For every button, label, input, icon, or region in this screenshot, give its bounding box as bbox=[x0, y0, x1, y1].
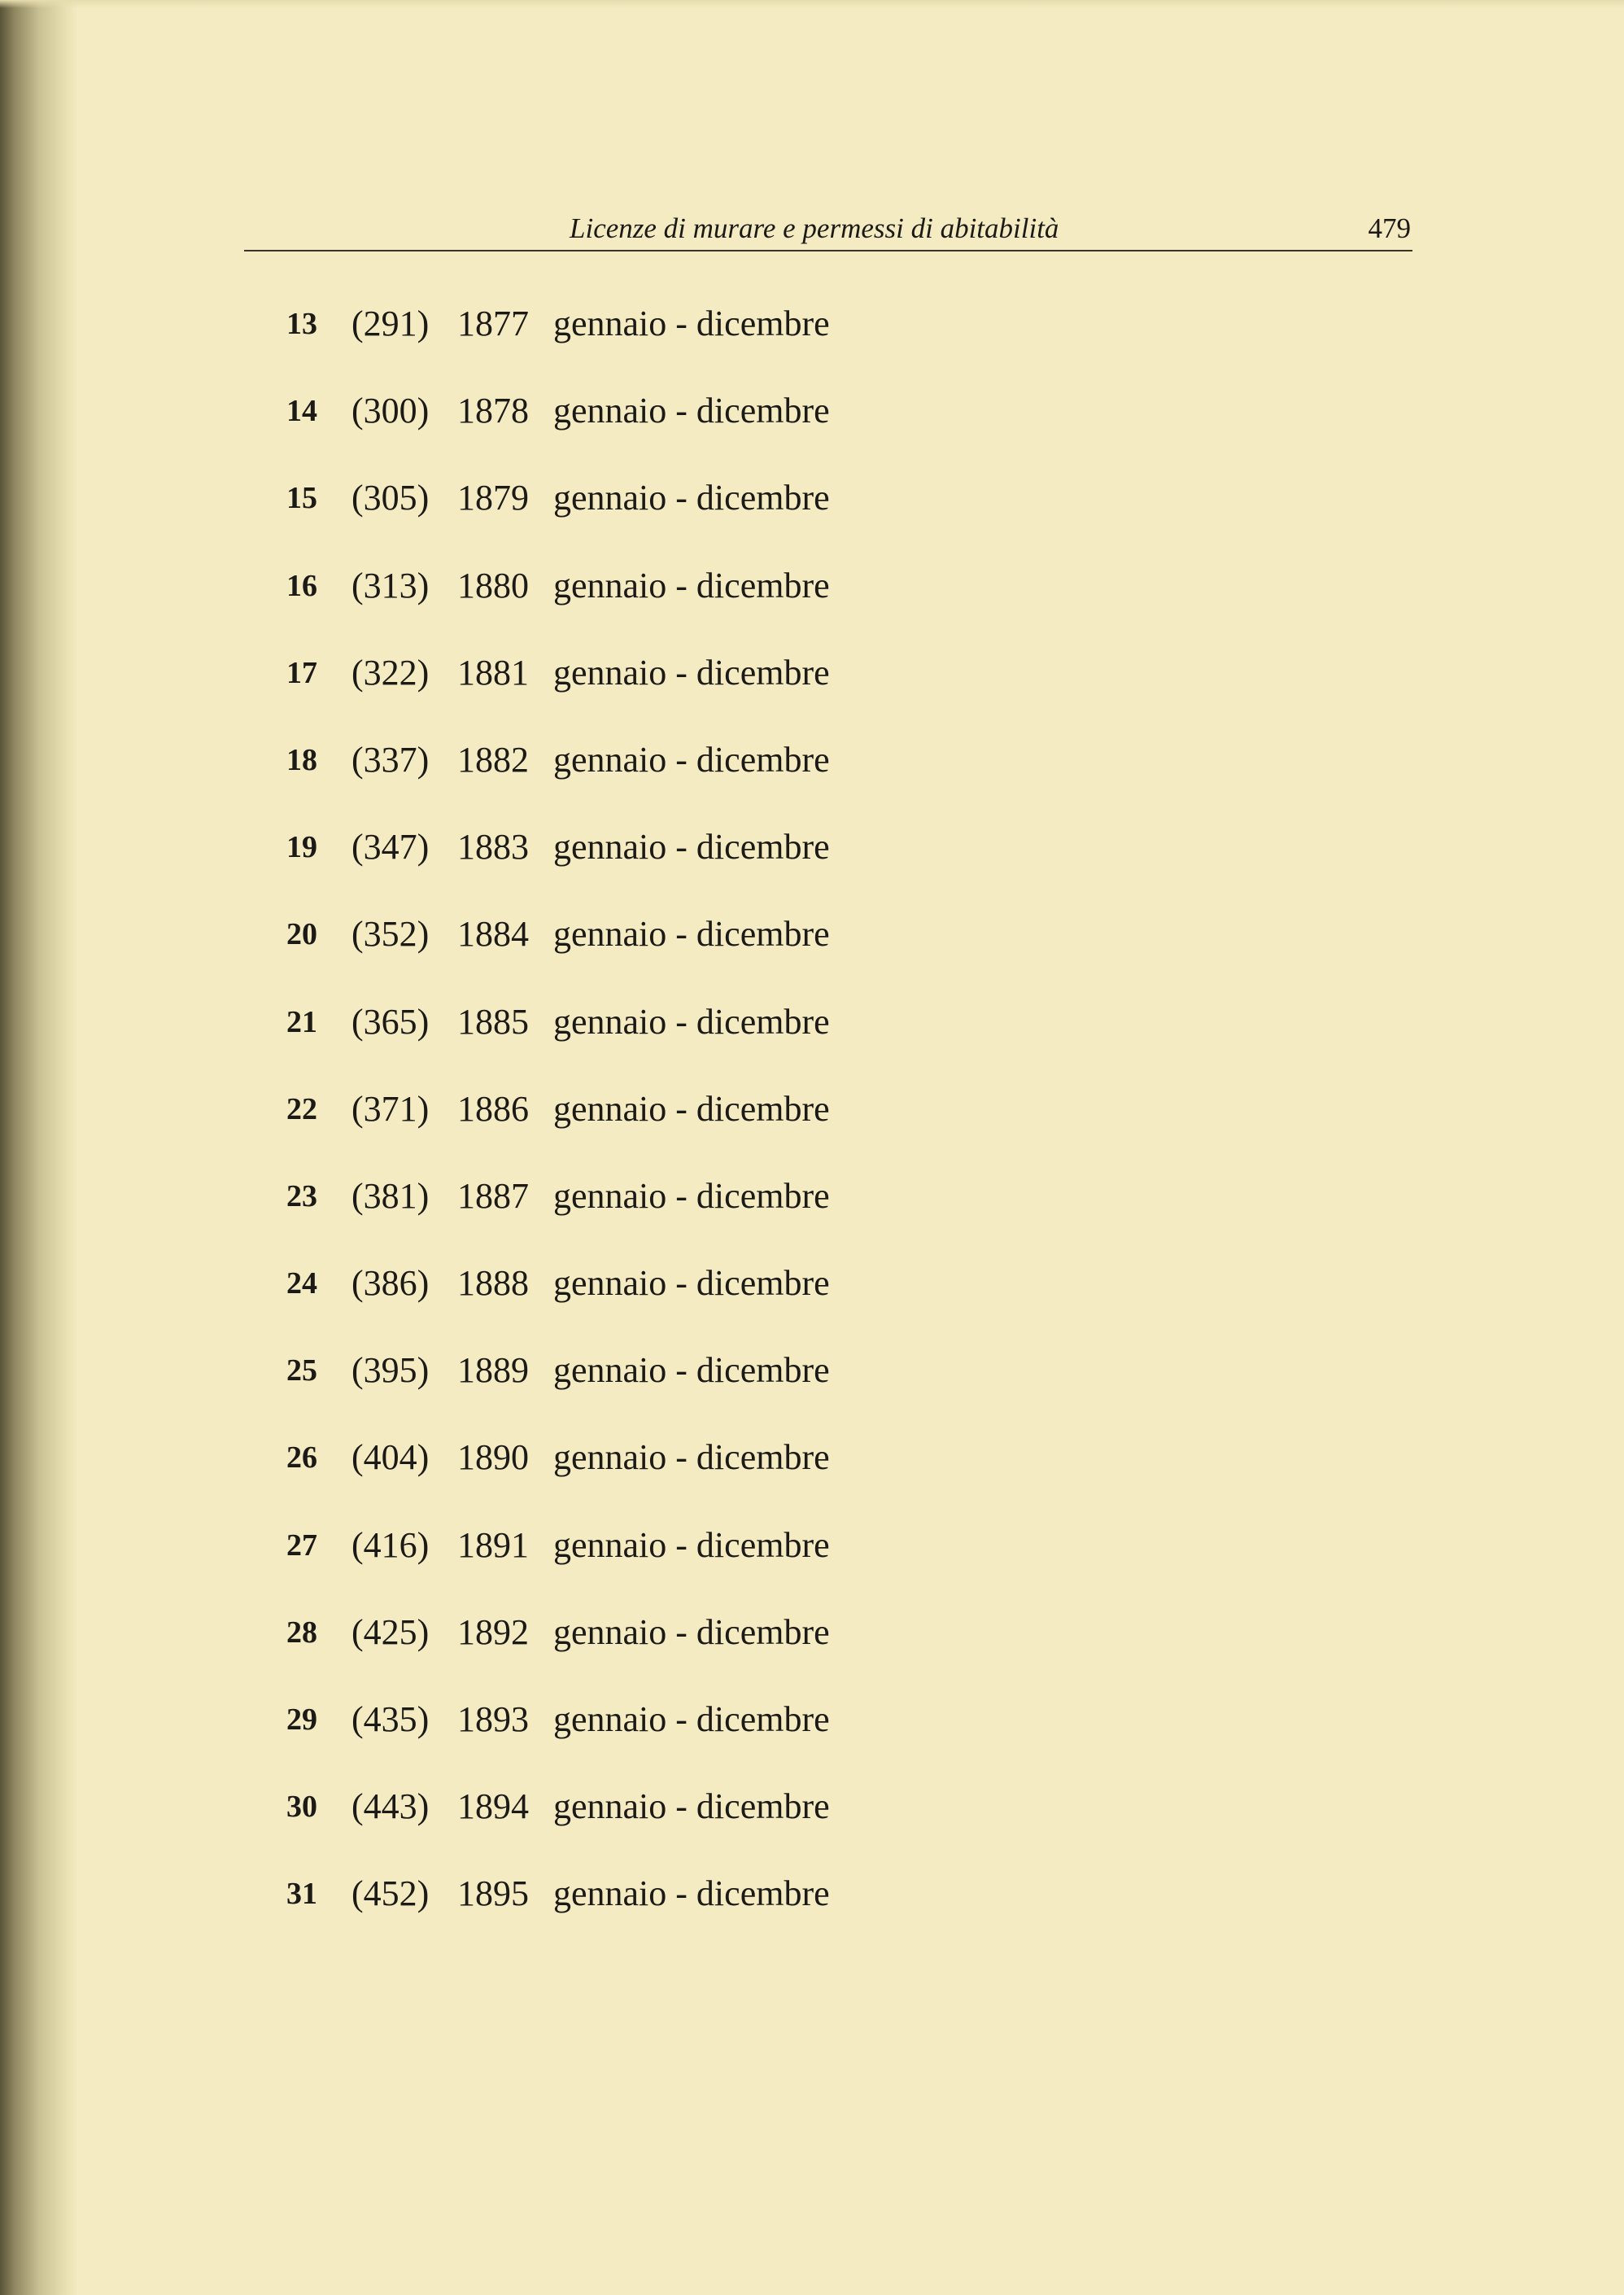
running-title: Licenze di murare e permessi di abitabilità bbox=[570, 212, 1059, 244]
entry-reference: (395) bbox=[351, 1350, 430, 1391]
entry-reference: (386) bbox=[351, 1263, 430, 1304]
entry-year: 1883 bbox=[457, 827, 529, 868]
entry-number: 25 bbox=[286, 1353, 317, 1388]
entry-year: 1890 bbox=[457, 1437, 529, 1478]
entry-number: 22 bbox=[286, 1091, 317, 1126]
show-through-text bbox=[960, 299, 1416, 1927]
entry-reference: (416) bbox=[351, 1524, 430, 1565]
entry-date-span: gennaio - dicembre bbox=[553, 914, 830, 955]
entry-reference: (352) bbox=[351, 914, 430, 955]
list-item bbox=[268, 1521, 1001, 1608]
entry-number: 14 bbox=[286, 394, 317, 429]
entry-reference: (404) bbox=[351, 1437, 430, 1478]
entry-date-span: gennaio - dicembre bbox=[553, 478, 830, 518]
list-item bbox=[268, 1869, 1001, 1956]
list-item bbox=[268, 1259, 1001, 1346]
entry-reference: (322) bbox=[351, 652, 430, 693]
entry-number: 20 bbox=[286, 917, 317, 952]
entry-date-span: gennaio - dicembre bbox=[553, 1001, 830, 1042]
entry-number: 28 bbox=[286, 1615, 317, 1650]
entry-year: 1893 bbox=[457, 1699, 529, 1739]
entry-year: 1879 bbox=[457, 478, 529, 518]
entry-number: 26 bbox=[286, 1440, 317, 1475]
entry-number: 17 bbox=[286, 655, 317, 690]
entry-date-span: gennaio - dicembre bbox=[553, 391, 830, 431]
list-item bbox=[268, 299, 1001, 387]
entry-reference: (425) bbox=[351, 1611, 430, 1652]
entry-reference: (305) bbox=[351, 478, 430, 518]
list-item bbox=[268, 649, 1001, 736]
list-item bbox=[268, 1695, 1001, 1782]
entry-year: 1894 bbox=[457, 1786, 529, 1827]
page-header bbox=[244, 208, 1412, 251]
list-item bbox=[268, 474, 1001, 561]
entry-date-span: gennaio - dicembre bbox=[553, 565, 830, 605]
entry-date-span: gennaio - dicembre bbox=[553, 1437, 830, 1478]
list-item bbox=[268, 910, 1001, 997]
entry-date-span: gennaio - dicembre bbox=[553, 1786, 830, 1827]
entry-year: 1884 bbox=[457, 914, 529, 955]
entry-number: 23 bbox=[286, 1178, 317, 1213]
entry-year: 1877 bbox=[457, 304, 529, 343]
entry-number: 13 bbox=[286, 307, 317, 341]
entry-date-span: gennaio - dicembre bbox=[553, 1263, 830, 1304]
list-item bbox=[268, 1782, 1001, 1869]
list-item bbox=[268, 562, 1001, 649]
entry-year: 1895 bbox=[457, 1873, 529, 1914]
entry-date-span: gennaio - dicembre bbox=[553, 827, 830, 868]
page-gutter-shadow bbox=[0, 0, 78, 2295]
entry-year: 1889 bbox=[457, 1350, 529, 1391]
page-top-edge bbox=[0, 0, 1624, 8]
list-item bbox=[268, 998, 1001, 1085]
entry-date-span: gennaio - dicembre bbox=[553, 1175, 830, 1216]
entry-date-span: gennaio - dicembre bbox=[553, 1873, 830, 1914]
list-item bbox=[268, 1433, 1001, 1520]
entry-number: 31 bbox=[286, 1877, 317, 1912]
entry-reference: (347) bbox=[351, 827, 430, 868]
page-number: 479 bbox=[1368, 212, 1411, 244]
list-item bbox=[268, 736, 1001, 823]
entry-reference: (435) bbox=[351, 1699, 430, 1739]
list-item bbox=[268, 1085, 1001, 1172]
header-rule bbox=[244, 250, 1412, 251]
entry-year: 1892 bbox=[457, 1611, 529, 1652]
entry-date-span: gennaio - dicembre bbox=[553, 1088, 830, 1129]
entry-reference: (300) bbox=[351, 391, 430, 431]
entry-reference: (443) bbox=[351, 1786, 430, 1827]
entry-date-span: gennaio - dicembre bbox=[553, 739, 830, 780]
list-item bbox=[268, 1608, 1001, 1695]
entry-year: 1887 bbox=[457, 1175, 529, 1216]
entry-year: 1878 bbox=[457, 391, 529, 431]
list-item bbox=[268, 823, 1001, 910]
entry-date-span: gennaio - dicembre bbox=[553, 1524, 830, 1565]
entry-date-span: gennaio - dicembre bbox=[553, 1699, 830, 1739]
entry-number: 16 bbox=[286, 568, 317, 603]
entry-year: 1882 bbox=[457, 739, 529, 780]
entry-reference: (337) bbox=[351, 739, 430, 780]
entry-number: 21 bbox=[286, 1004, 317, 1039]
entry-year: 1881 bbox=[457, 652, 529, 693]
entry-reference: (452) bbox=[351, 1873, 430, 1914]
entry-number: 18 bbox=[286, 742, 317, 777]
entry-date-span: gennaio - dicembre bbox=[553, 652, 830, 693]
entry-year: 1880 bbox=[457, 565, 529, 605]
entry-year: 1886 bbox=[457, 1088, 529, 1129]
entry-number: 24 bbox=[286, 1266, 317, 1301]
entry-year: 1888 bbox=[457, 1263, 529, 1304]
entry-reference: (291) bbox=[351, 304, 430, 343]
list-item bbox=[268, 1346, 1001, 1433]
entry-number: 15 bbox=[286, 481, 317, 516]
entry-year: 1885 bbox=[457, 1001, 529, 1042]
entry-number: 30 bbox=[286, 1790, 317, 1825]
entry-number: 19 bbox=[286, 830, 317, 865]
entry-reference: (365) bbox=[351, 1001, 430, 1042]
entry-number: 29 bbox=[286, 1703, 317, 1737]
list-item bbox=[268, 387, 1001, 474]
entry-date-span: gennaio - dicembre bbox=[553, 1350, 830, 1391]
entry-date-span: gennaio - dicembre bbox=[553, 304, 830, 343]
entry-reference: (381) bbox=[351, 1175, 430, 1216]
list-item bbox=[268, 1172, 1001, 1259]
entry-reference: (313) bbox=[351, 565, 430, 605]
entry-reference: (371) bbox=[351, 1088, 430, 1129]
entry-date-span: gennaio - dicembre bbox=[553, 1611, 830, 1652]
entry-list bbox=[268, 299, 1001, 1957]
entry-number: 27 bbox=[286, 1528, 317, 1563]
entry-year: 1891 bbox=[457, 1524, 529, 1565]
